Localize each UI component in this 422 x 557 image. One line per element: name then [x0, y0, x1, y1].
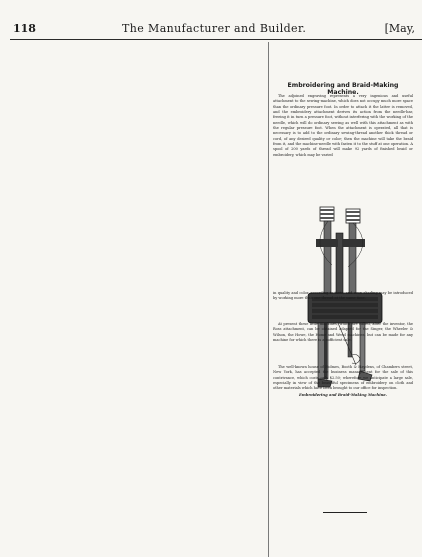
article-paragraph: At present these little machines, which are called, after the inventor, the Ross attachment, can be obtained adapted for the Singer, the Wheeler & Wilson, the Howe, the Home and Weed machines, but can be made for any machine for which there is a sufficient sale.	[273, 322, 413, 343]
issue-month: [May,	[384, 22, 415, 35]
running-title: The Manufacturer and Builder.	[122, 22, 307, 35]
figure-caption: Embroidering and Braid-Making Machine.	[299, 393, 387, 397]
article-paragraph: The well-known house of Holmes, Booth & Haydens, of Chambers street, New York, has accepted the business management for the sale of this contrivance, which costs only $2.50; wherefore we anticipate a large sale, especially in view of the beautiful specimens of embroidery on cloth and other materials which have been brought to our office for inspection.	[273, 365, 413, 391]
article-title: Embroidering and Braid-Making Machine.	[287, 82, 399, 96]
header-rule	[10, 39, 422, 40]
page-header	[0, 22, 422, 36]
article-paragraph: in quality and color, according to taste, and even shading may be introduced by working more than one thread at the same time.	[273, 291, 413, 301]
column-divider	[268, 42, 269, 557]
page-number: 118	[13, 22, 36, 35]
article-paragraph: The adjoined engraving represents a very ingenious and useful attachment to the sewing-machine, which does not occupy much more space than the ordinary pressure foot. In order to attach it the latter is removed, and the embroidery attachment derives its action from the needle-bar, freeing it in turn a pressure foot, without interfering with the working of the needle, which will do ordinary sewing as well with this attachment as with the regular pressure foot. When the attachment is operated, all that is necessary is to add to the ordinary sewing-thread another thick thread or cord, of any desired quality or color; then the machine will take the braid from it, and the machine-needle with fasten it to the stuff at one operation. A spool of 200 yards of thread will make 92 yards of finished braid or embroidery, which may be varied	[273, 94, 413, 157]
article-end-rule	[323, 512, 367, 513]
